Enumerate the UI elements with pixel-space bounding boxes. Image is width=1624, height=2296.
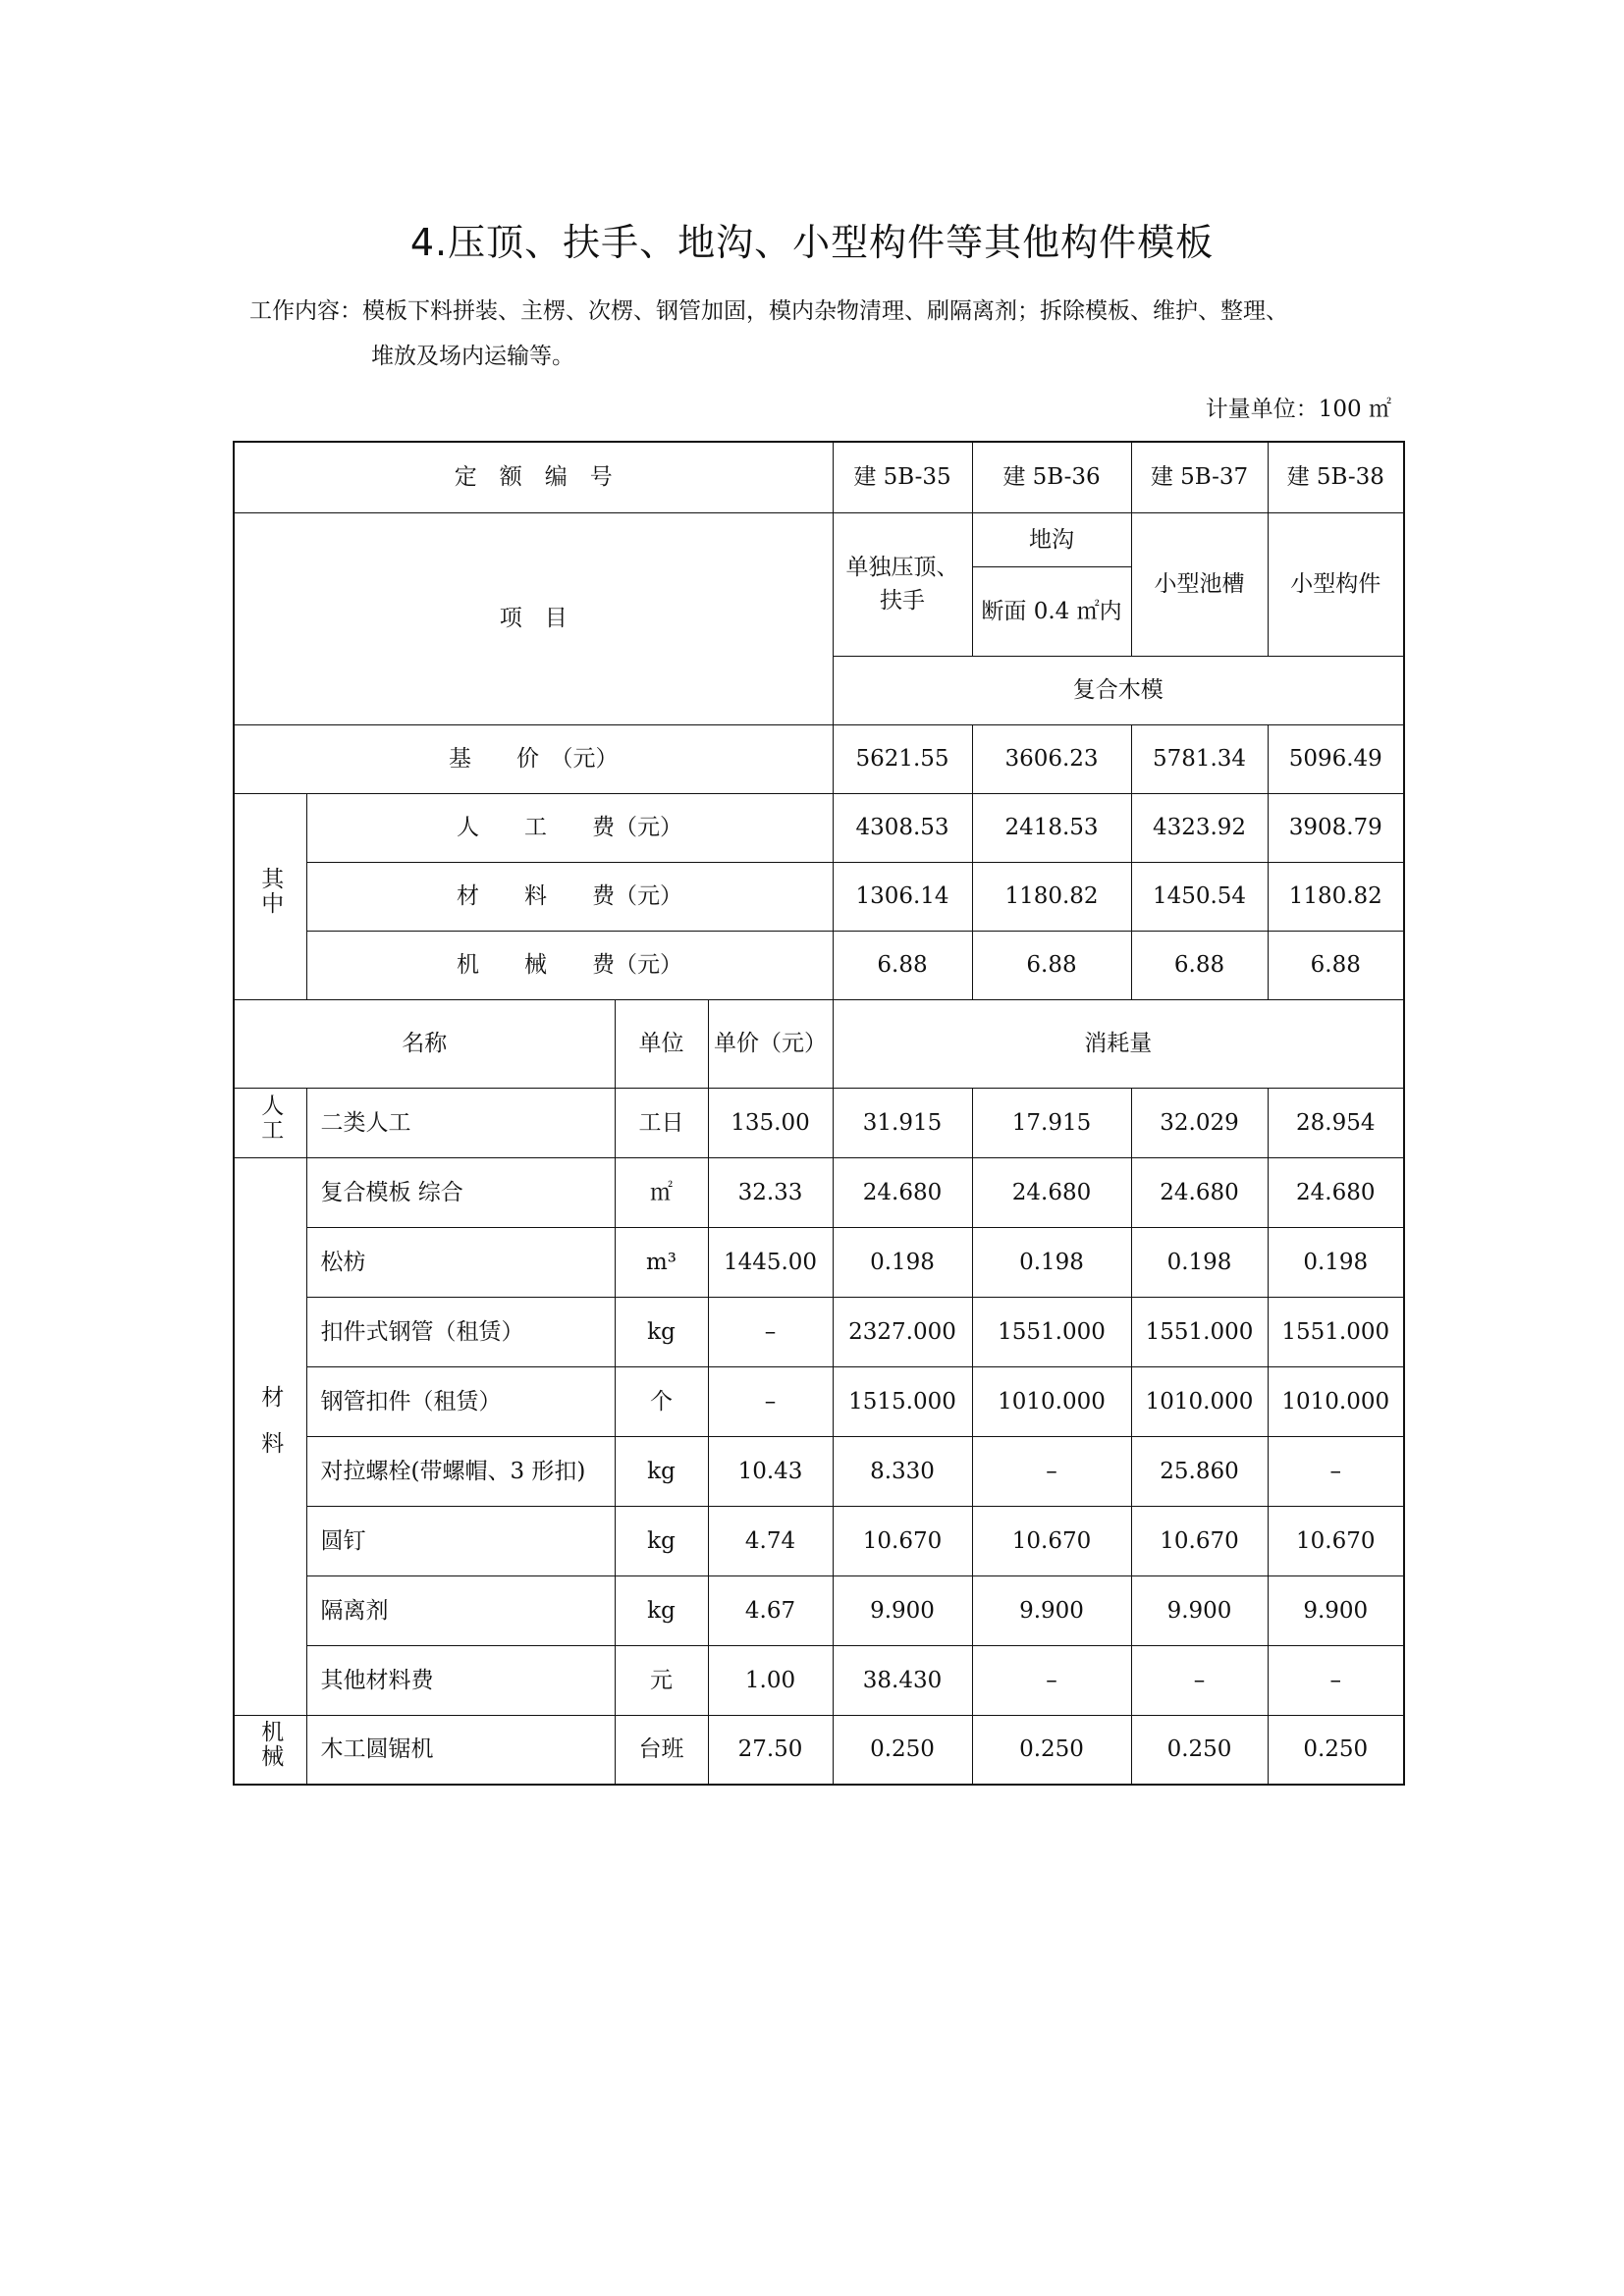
labor-cost: 3908.79 <box>1268 793 1404 862</box>
material-cost-label: 材 料 费（元） <box>306 862 833 931</box>
row-value: 10.670 <box>1268 1506 1404 1575</box>
base-price-label: 基 价 （元） <box>234 724 833 793</box>
base-price: 5781.34 <box>1131 724 1268 793</box>
row-value: 0.250 <box>972 1715 1131 1785</box>
row-value: 25.860 <box>1131 1436 1268 1506</box>
labor-cost: 4308.53 <box>833 793 972 862</box>
row-value: – <box>1131 1645 1268 1715</box>
row-value: 10.670 <box>833 1506 972 1575</box>
base-price-row <box>234 724 1404 793</box>
row-value: 10.670 <box>1131 1506 1268 1575</box>
row-name: 扣件式钢管（租赁） <box>306 1297 615 1366</box>
row-value: 1010.000 <box>1131 1366 1268 1436</box>
row-unit: 工日 <box>615 1088 708 1157</box>
row-value: 1515.000 <box>833 1366 972 1436</box>
category-machine <box>234 1715 306 1785</box>
code-cell: 建 5B-35 <box>833 442 972 512</box>
row-price: 4.74 <box>708 1506 833 1575</box>
row-unit: 台班 <box>615 1715 708 1785</box>
machine-cost: 6.88 <box>1268 931 1404 999</box>
row-value: 9.900 <box>1131 1575 1268 1645</box>
machine-cost: 6.88 <box>833 931 972 999</box>
table-row <box>234 1715 1404 1785</box>
row-unit: kg <box>615 1436 708 1506</box>
row-value: 0.198 <box>972 1227 1131 1297</box>
row-price: 27.50 <box>708 1715 833 1785</box>
header-consumption: 消耗量 <box>833 999 1404 1088</box>
table-row <box>234 1575 1404 1645</box>
row-unit: kg <box>615 1297 708 1366</box>
row-unit: ㎡ <box>615 1157 708 1227</box>
machine-cost: 6.88 <box>972 931 1131 999</box>
row-value: 24.680 <box>833 1157 972 1227</box>
row-value: – <box>1268 1436 1404 1506</box>
category-material-text: 材料 <box>257 1385 284 1477</box>
row-value: 1551.000 <box>1268 1297 1404 1366</box>
labor-cost: 4323.92 <box>1131 793 1268 862</box>
row-value: 24.680 <box>1131 1157 1268 1227</box>
row-value: 1010.000 <box>1268 1366 1404 1436</box>
row-value: – <box>1268 1645 1404 1715</box>
table-row <box>234 1088 1404 1157</box>
category-labor <box>234 1088 306 1157</box>
row-value: 24.680 <box>972 1157 1131 1227</box>
base-price: 5096.49 <box>1268 724 1404 793</box>
item-name-col1: 单独压顶、扶手 <box>833 512 972 656</box>
machine-cost-row <box>234 931 1404 999</box>
row-value: 9.900 <box>833 1575 972 1645</box>
row-value: 1010.000 <box>972 1366 1131 1436</box>
header-price: 单价（元） <box>708 999 833 1088</box>
code-cell: 建 5B-36 <box>972 442 1131 512</box>
row-value: 0.250 <box>1131 1715 1268 1785</box>
row-value: 8.330 <box>833 1436 972 1506</box>
row-price: 1445.00 <box>708 1227 833 1297</box>
header-name: 名称 <box>234 999 615 1088</box>
code-cell: 建 5B-38 <box>1268 442 1404 512</box>
unit-label: 计量单位：100 ㎡ <box>1205 397 1391 422</box>
row-price: 4.67 <box>708 1575 833 1645</box>
code-cell: 建 5B-37 <box>1131 442 1268 512</box>
row-value: 1551.000 <box>1131 1297 1268 1366</box>
row-name: 木工圆锯机 <box>306 1715 615 1785</box>
row-value: 31.915 <box>833 1088 972 1157</box>
table-row <box>234 1645 1404 1715</box>
row-name: 隔离剂 <box>306 1575 615 1645</box>
item-group-col2: 地沟 <box>972 512 1131 566</box>
row-value: – <box>972 1645 1131 1715</box>
table-row <box>234 1436 1404 1506</box>
base-price: 3606.23 <box>972 724 1131 793</box>
item-name-col3: 小型池槽 <box>1131 512 1268 656</box>
row-value: 9.900 <box>1268 1575 1404 1645</box>
base-price: 5621.55 <box>833 724 972 793</box>
row-name: 钢管扣件（租赁） <box>306 1366 615 1436</box>
row-unit: m³ <box>615 1227 708 1297</box>
row-name: 圆钉 <box>306 1506 615 1575</box>
row-value: 9.900 <box>972 1575 1131 1645</box>
quota-table <box>233 441 1405 1786</box>
row-value: 38.430 <box>833 1645 972 1715</box>
table-row <box>234 1227 1404 1297</box>
row-price: 135.00 <box>708 1088 833 1157</box>
item-name-col2: 断面 0.4 ㎡内 <box>972 566 1131 656</box>
row-value: 28.954 <box>1268 1088 1404 1157</box>
qizhong-label <box>234 793 306 999</box>
row-price: 32.33 <box>708 1157 833 1227</box>
material-cost: 1180.82 <box>972 862 1131 931</box>
page-title: 4.压顶、扶手、地沟、小型构件等其他构件模板 <box>409 221 1215 264</box>
category-labor-text: 人工 <box>257 1093 284 1143</box>
table-row <box>234 1366 1404 1436</box>
row-value: 0.250 <box>833 1715 972 1785</box>
work-content-label: 工作内容： <box>249 298 362 324</box>
row-value: 0.198 <box>833 1227 972 1297</box>
labor-cost: 2418.53 <box>972 793 1131 862</box>
row-price: – <box>708 1297 833 1366</box>
row-value: 0.250 <box>1268 1715 1404 1785</box>
row-name: 松枋 <box>306 1227 615 1297</box>
material-cost: 1450.54 <box>1131 862 1268 931</box>
row-value: 0.198 <box>1131 1227 1268 1297</box>
row-name: 对拉螺栓(带螺帽、3 形扣) <box>306 1436 615 1506</box>
item-name-col4: 小型构件 <box>1268 512 1404 656</box>
category-material <box>234 1157 306 1715</box>
header-unit: 单位 <box>615 999 708 1088</box>
material-cost-row <box>234 862 1404 931</box>
row-value: 10.670 <box>972 1506 1131 1575</box>
category-machine-text: 机械 <box>257 1720 284 1770</box>
work-content-line2: 堆放及场内运输等。 <box>371 344 574 369</box>
material-type: 复合木模 <box>833 656 1404 724</box>
code-row <box>234 442 1404 512</box>
row-price: 1.00 <box>708 1645 833 1715</box>
row-value: 32.029 <box>1131 1088 1268 1157</box>
work-content <box>249 289 1408 379</box>
row-value: 24.680 <box>1268 1157 1404 1227</box>
table-row <box>234 1297 1404 1366</box>
row-value: 1551.000 <box>972 1297 1131 1366</box>
row-price: – <box>708 1366 833 1436</box>
table-row <box>234 1157 1404 1227</box>
row-value: 17.915 <box>972 1088 1131 1157</box>
material-cost: 1306.14 <box>833 862 972 931</box>
row-name: 其他材料费 <box>306 1645 615 1715</box>
row-value: 2327.000 <box>833 1297 972 1366</box>
row-name: 复合模板 综合 <box>306 1157 615 1227</box>
row-unit: kg <box>615 1506 708 1575</box>
table-row <box>234 1506 1404 1575</box>
labor-cost-row <box>234 793 1404 862</box>
work-content-line1: 模板下料拼装、主楞、次楞、钢管加固，模内杂物清理、刷隔离剂；拆除模板、维护、整理、 <box>362 298 1288 324</box>
row-price: 10.43 <box>708 1436 833 1506</box>
qizhong-text: 其中 <box>257 867 284 916</box>
row-name: 二类人工 <box>306 1088 615 1157</box>
row-value: – <box>972 1436 1131 1506</box>
item-row-1 <box>234 512 1404 566</box>
labor-cost-label: 人 工 费（元） <box>306 793 833 862</box>
row-unit: kg <box>615 1575 708 1645</box>
material-cost: 1180.82 <box>1268 862 1404 931</box>
row-unit: 个 <box>615 1366 708 1436</box>
consumption-header-row <box>234 999 1404 1088</box>
machine-cost-label: 机 械 费（元） <box>306 931 833 999</box>
row-unit: 元 <box>615 1645 708 1715</box>
machine-cost: 6.88 <box>1131 931 1268 999</box>
code-header: 定 额 编 号 <box>234 442 833 512</box>
item-header: 项 目 <box>234 512 833 724</box>
row-value: 0.198 <box>1268 1227 1404 1297</box>
